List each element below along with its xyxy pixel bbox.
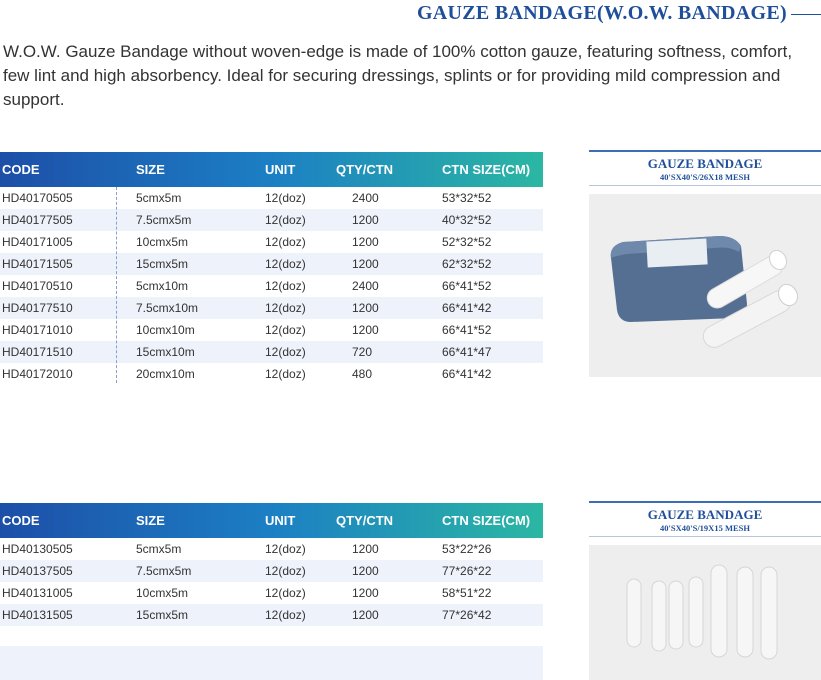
cell-code: HD40177505 (2, 213, 73, 227)
product-description: W.O.W. Gauze Bandage without woven-edge is made of 100% cotton gauze, featuring softness, comfort, few lint and high absorbency. Ideal for securing dressings, splints or for providing mild compression and support. (3, 42, 793, 109)
cell-code: HD40170510 (2, 279, 73, 293)
cell-unit: 12(doz) (265, 257, 306, 271)
cell-size: 7.5cmx10m (136, 301, 199, 315)
cell-qty: 1200 (352, 608, 379, 622)
cell-ctn-size: 66*41*52 (442, 279, 492, 293)
header-code: CODE (2, 162, 40, 177)
header-size: SIZE (136, 162, 165, 177)
cell-unit: 12(doz) (265, 542, 306, 556)
cell-code: HD40171505 (2, 257, 73, 271)
cell-code: HD40130505 (2, 542, 73, 556)
cell-unit: 12(doz) (265, 213, 306, 227)
cell-qty: 1200 (352, 213, 379, 227)
cell-code: HD40170505 (2, 191, 73, 205)
cell-code: HD40171010 (2, 323, 73, 337)
table-header (0, 503, 543, 538)
page-title: GAUZE BANDAGE(W.O.W. BANDAGE) (416, 2, 787, 24)
cell-ctn-size: 52*32*52 (442, 235, 492, 249)
table-row (0, 297, 543, 319)
cell-code: HD40137505 (2, 564, 73, 578)
cell-code: HD40172010 (2, 367, 73, 381)
cell-size: 7.5cmx5m (136, 213, 192, 227)
table-row (0, 319, 543, 341)
table-row (0, 231, 543, 253)
cell-code: HD40177510 (2, 301, 73, 315)
cell-size: 10cmx5m (136, 235, 189, 249)
cell-ctn-size: 53*22*26 (442, 542, 492, 556)
cell-ctn-size: 62*32*52 (442, 257, 492, 271)
gauze-pack-image (611, 236, 801, 351)
cell-qty: 1200 (352, 323, 379, 337)
table-row (0, 187, 543, 209)
cell-unit: 12(doz) (265, 367, 306, 381)
cell-size: 15cmx10m (136, 345, 195, 359)
card-title: GAUZE BANDAGE (647, 507, 763, 522)
table-row (0, 560, 543, 582)
cell-ctn-size: 66*41*52 (442, 323, 492, 337)
product-card-1 (589, 150, 821, 377)
header-ctn-size: CTN SIZE(CM) (442, 162, 531, 177)
table-row (0, 582, 543, 604)
spec-table-1 (0, 152, 543, 385)
spec-table-2 (0, 503, 543, 626)
cell-qty: 1200 (352, 542, 379, 556)
cell-qty: 720 (352, 345, 373, 359)
cell-unit: 12(doz) (265, 235, 306, 249)
page-title-bar (0, 2, 821, 26)
cell-unit: 12(doz) (265, 564, 306, 578)
product-card-2 (589, 501, 821, 680)
cell-code: HD40131505 (2, 608, 73, 622)
header-size: SIZE (136, 513, 165, 528)
card-header (589, 501, 821, 537)
cell-code: HD40131005 (2, 586, 73, 600)
cell-unit: 12(doz) (265, 279, 306, 293)
header-unit: UNIT (265, 513, 296, 528)
header-qty: QTY/CTN (336, 162, 394, 177)
table-header (0, 152, 543, 187)
column-divider (116, 187, 117, 383)
cell-ctn-size: 66*41*42 (442, 367, 492, 381)
cell-code: HD40171510 (2, 345, 73, 359)
cell-unit: 12(doz) (265, 345, 306, 359)
cell-ctn-size: 58*51*22 (442, 586, 492, 600)
cell-qty: 1200 (352, 301, 379, 315)
cell-ctn-size: 77*26*42 (442, 608, 492, 622)
cell-unit: 12(doz) (265, 323, 306, 337)
cell-size: 10cmx10m (136, 323, 195, 337)
header-qty: QTY/CTN (336, 513, 394, 528)
table-row (0, 275, 543, 297)
cell-size: 5cmx5m (136, 542, 182, 556)
header-code: CODE (2, 513, 40, 528)
cell-ctn-size: 40*32*52 (442, 213, 492, 227)
cell-size: 20cmx10m (136, 367, 195, 381)
cell-qty: 2400 (352, 279, 379, 293)
card-title: GAUZE BANDAGE (647, 156, 763, 171)
table-row (0, 363, 543, 385)
cell-ctn-size: 66*41*47 (442, 345, 492, 359)
cell-size: 7.5cmx5m (136, 564, 192, 578)
product-photo (589, 545, 821, 680)
cell-qty: 480 (352, 367, 373, 381)
gauze-rolls-image (627, 565, 777, 659)
card-header (589, 150, 821, 186)
cell-unit: 12(doz) (265, 608, 306, 622)
cell-size: 5cmx10m (136, 279, 189, 293)
table-row (0, 209, 543, 231)
cell-code: HD40171005 (2, 235, 73, 249)
cell-qty: 1200 (352, 235, 379, 249)
cell-qty: 1200 (352, 257, 379, 271)
table-body (0, 187, 543, 385)
table-footer-band (0, 646, 543, 680)
cell-unit: 12(doz) (265, 301, 306, 315)
header-unit: UNIT (265, 162, 296, 177)
cell-ctn-size: 53*32*52 (442, 191, 492, 205)
product-photo (589, 194, 821, 377)
table-row (0, 341, 543, 363)
table-row (0, 253, 543, 275)
cell-size: 15cmx5m (136, 608, 189, 622)
cell-ctn-size: 77*26*22 (442, 564, 492, 578)
cell-unit: 12(doz) (265, 586, 306, 600)
table-row (0, 604, 543, 626)
table-body (0, 538, 543, 626)
header-ctn-size: CTN SIZE(CM) (442, 513, 531, 528)
card-subtitle: 40'SX40'S/26X18 MESH (660, 172, 750, 182)
cell-unit: 12(doz) (265, 191, 306, 205)
title-rule (791, 14, 821, 15)
table-row (0, 538, 543, 560)
card-subtitle: 40'SX40'S/19X15 MESH (660, 523, 750, 533)
cell-size: 15cmx5m (136, 257, 189, 271)
cell-size: 5cmx5m (136, 191, 182, 205)
cell-qty: 1200 (352, 564, 379, 578)
cell-qty: 1200 (352, 586, 379, 600)
cell-ctn-size: 66*41*42 (442, 301, 492, 315)
cell-qty: 2400 (352, 191, 379, 205)
cell-size: 10cmx5m (136, 586, 189, 600)
